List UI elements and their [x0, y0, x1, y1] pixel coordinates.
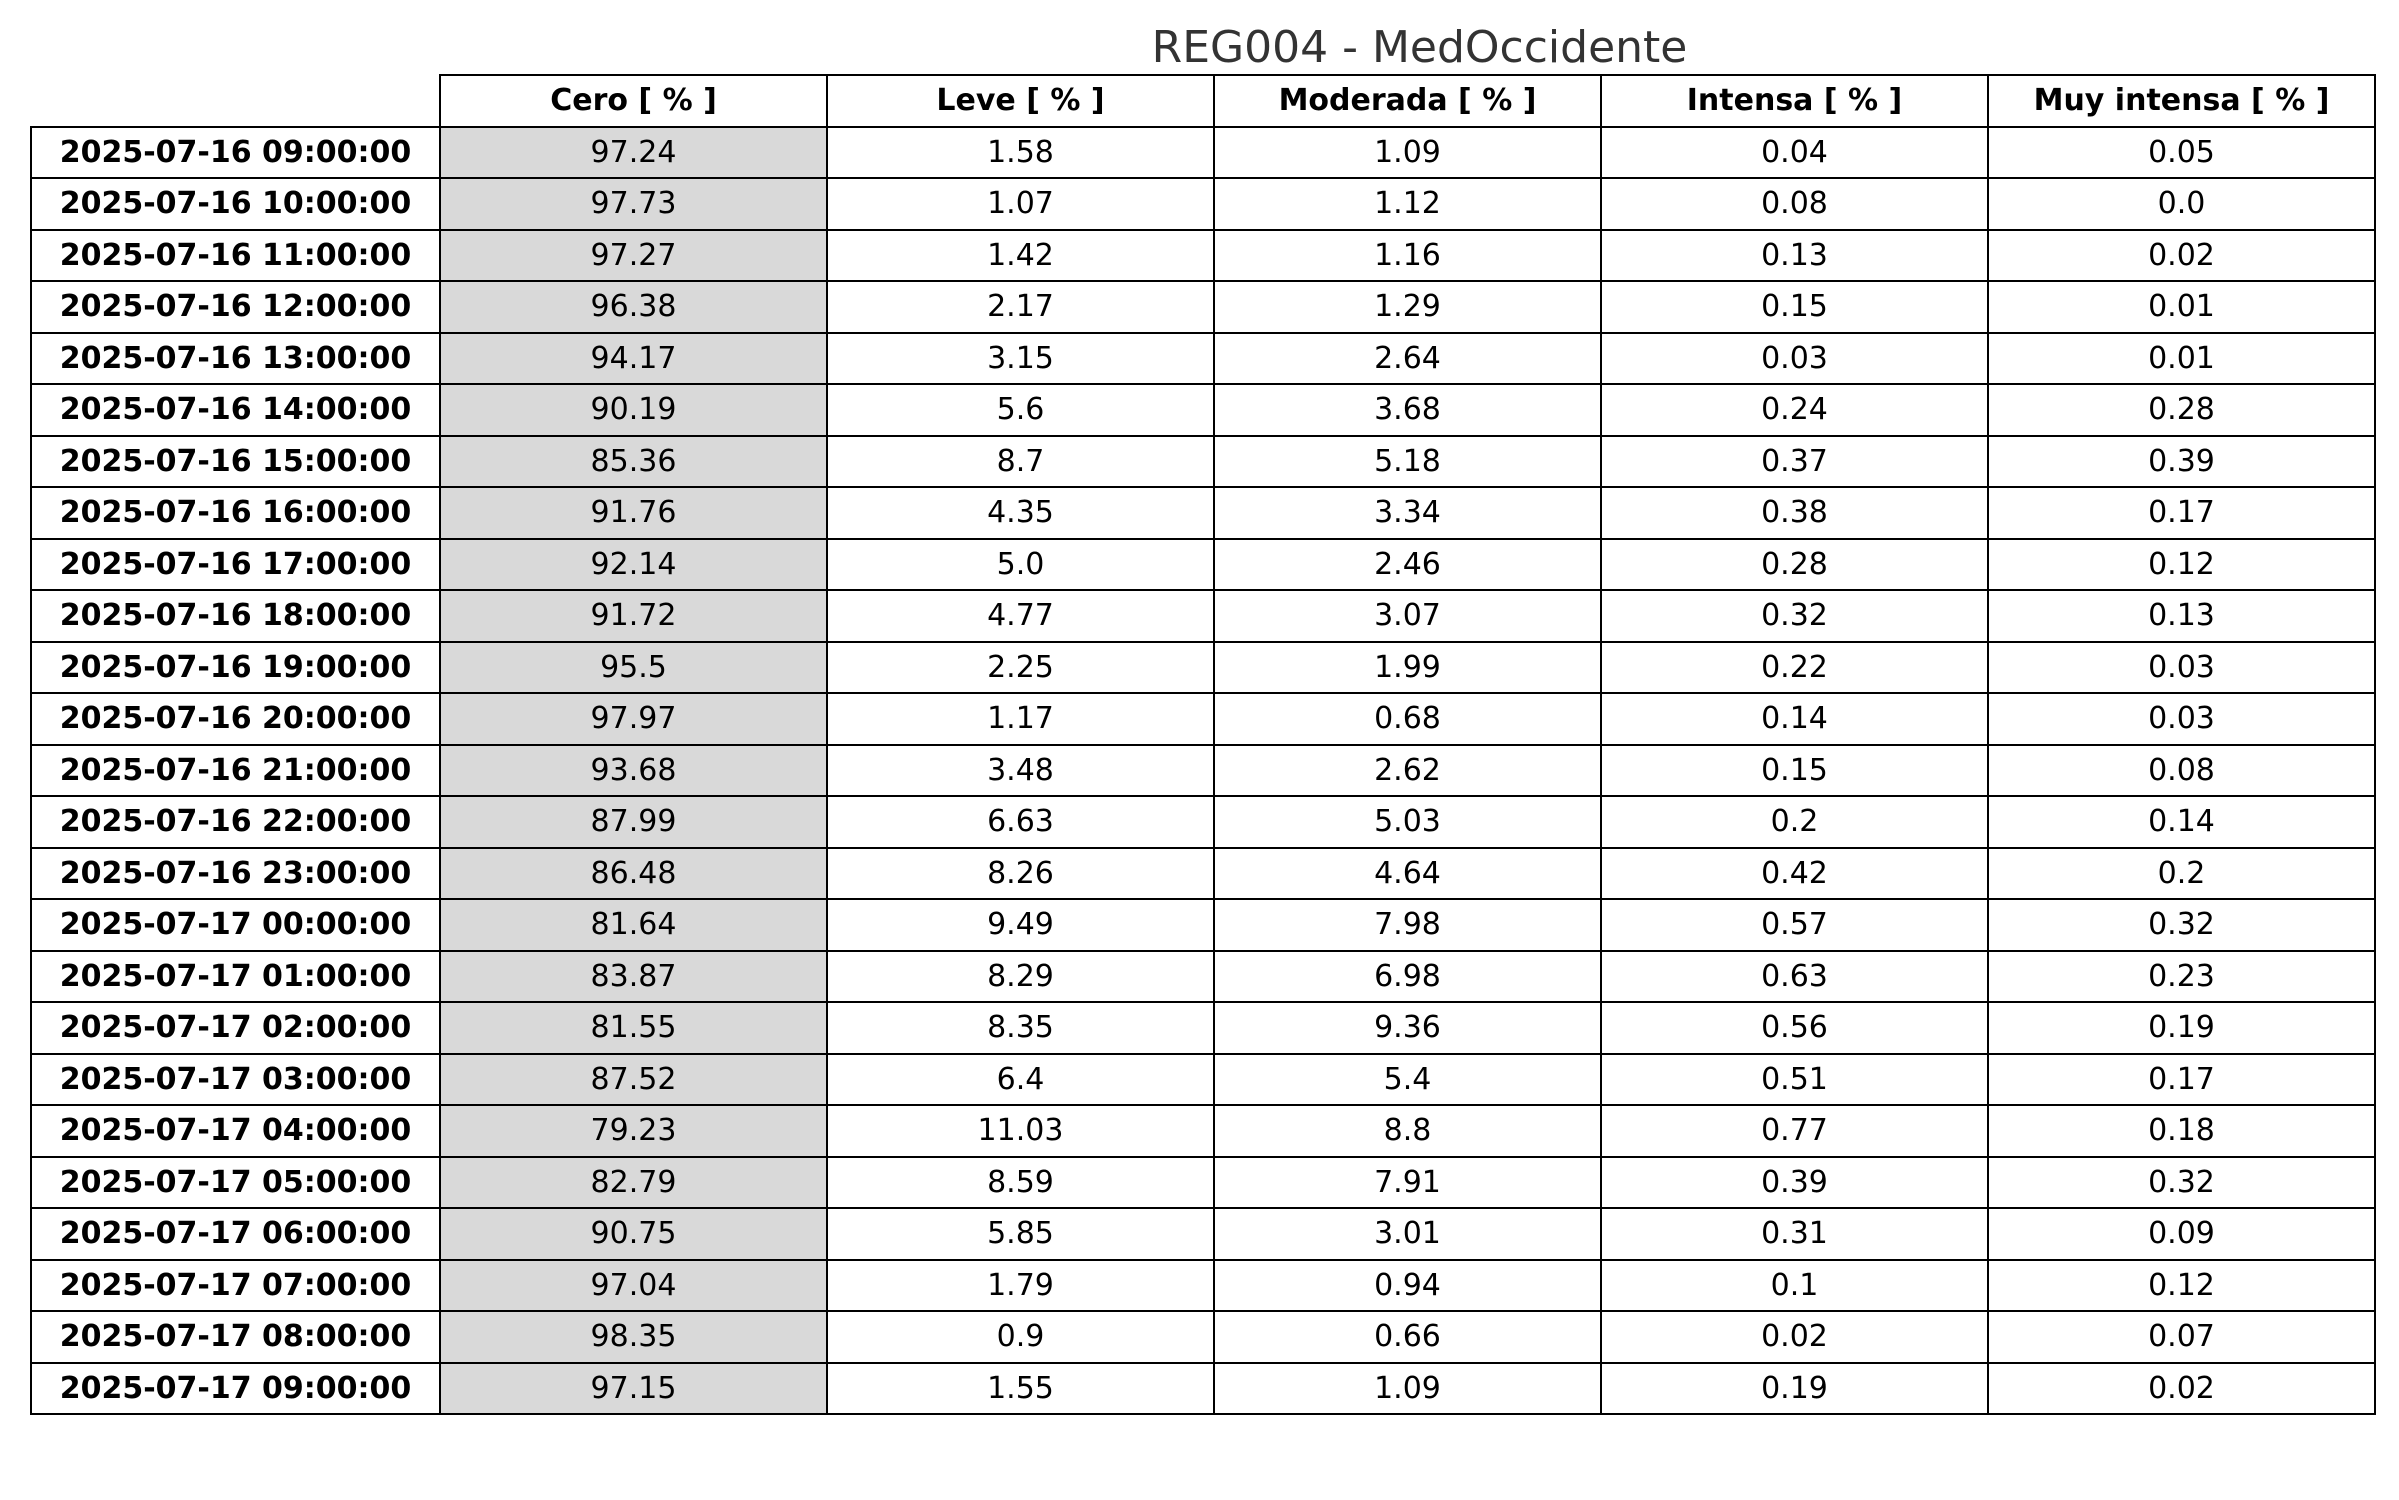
table-cell: 0.94 [1214, 1260, 1601, 1312]
table-cell: 97.73 [440, 178, 827, 230]
table-cell: 0.23 [1988, 951, 2375, 1003]
table-cell: 8.26 [827, 848, 1214, 900]
table-cell: 1.16 [1214, 230, 1601, 282]
table-row [31, 333, 2375, 385]
row-timestamp: 2025-07-16 10:00:00 [31, 178, 440, 230]
table-row [31, 281, 2375, 333]
table-cell: 97.15 [440, 1363, 827, 1415]
table-cell: 96.38 [440, 281, 827, 333]
table-cell: 95.5 [440, 642, 827, 694]
table-row [31, 1105, 2375, 1157]
table-row [31, 436, 2375, 488]
table-cell: 0.01 [1988, 281, 2375, 333]
table-cell: 1.07 [827, 178, 1214, 230]
table-cell: 3.01 [1214, 1208, 1601, 1260]
table-row [31, 1363, 2375, 1415]
table-cell: 2.17 [827, 281, 1214, 333]
table-cell: 0.37 [1601, 436, 1988, 488]
data-table [30, 74, 2376, 1415]
table-cell: 2.64 [1214, 333, 1601, 385]
table-cell: 5.0 [827, 539, 1214, 591]
table-row [31, 539, 2375, 591]
table-cell: 82.79 [440, 1157, 827, 1209]
table-cell: 5.18 [1214, 436, 1601, 488]
table-cell: 0.14 [1601, 693, 1988, 745]
row-timestamp: 2025-07-17 07:00:00 [31, 1260, 440, 1312]
table-cell: 6.63 [827, 796, 1214, 848]
table-cell: 1.09 [1214, 1363, 1601, 1415]
table-row [31, 642, 2375, 694]
row-timestamp: 2025-07-16 13:00:00 [31, 333, 440, 385]
table-cell: 0.08 [1601, 178, 1988, 230]
table-cell: 0.12 [1988, 1260, 2375, 1312]
table-cell: 91.72 [440, 590, 827, 642]
table-cell: 8.29 [827, 951, 1214, 1003]
table-cell: 0.15 [1601, 281, 1988, 333]
table-cell: 0.28 [1601, 539, 1988, 591]
table-cell: 0.13 [1601, 230, 1988, 282]
table-cell: 4.35 [827, 487, 1214, 539]
row-timestamp: 2025-07-16 20:00:00 [31, 693, 440, 745]
table-row [31, 1157, 2375, 1209]
table-cell: 11.03 [827, 1105, 1214, 1157]
table-cell: 1.17 [827, 693, 1214, 745]
table-cell: 2.62 [1214, 745, 1601, 797]
table-cell: 3.07 [1214, 590, 1601, 642]
table-cell: 0.57 [1601, 899, 1988, 951]
table-cell: 90.19 [440, 384, 827, 436]
row-timestamp: 2025-07-16 16:00:00 [31, 487, 440, 539]
table-cell: 90.75 [440, 1208, 827, 1260]
table-cell: 0.03 [1601, 333, 1988, 385]
table-cell: 0.07 [1988, 1311, 2375, 1363]
table-cell: 85.36 [440, 436, 827, 488]
row-timestamp: 2025-07-17 09:00:00 [31, 1363, 440, 1415]
row-timestamp: 2025-07-16 21:00:00 [31, 745, 440, 797]
table-cell: 0.15 [1601, 745, 1988, 797]
table-row [31, 951, 2375, 1003]
table-cell: 98.35 [440, 1311, 827, 1363]
table-cell: 91.76 [440, 487, 827, 539]
table-cell: 0.42 [1601, 848, 1988, 900]
row-timestamp: 2025-07-17 03:00:00 [31, 1054, 440, 1106]
table-cell: 0.68 [1214, 693, 1601, 745]
table-cell: 1.12 [1214, 178, 1601, 230]
table-row [31, 693, 2375, 745]
table-cell: 2.46 [1214, 539, 1601, 591]
row-timestamp: 2025-07-16 23:00:00 [31, 848, 440, 900]
row-timestamp: 2025-07-17 04:00:00 [31, 1105, 440, 1157]
table-cell: 0.09 [1988, 1208, 2375, 1260]
chart-title: REG004 - MedOccidente [1151, 22, 1688, 73]
table-cell: 0.2 [1601, 796, 1988, 848]
table-cell: 1.99 [1214, 642, 1601, 694]
table-cell: 0.32 [1988, 1157, 2375, 1209]
row-timestamp: 2025-07-16 09:00:00 [31, 127, 440, 179]
table-cell: 92.14 [440, 539, 827, 591]
table-cell: 0.22 [1601, 642, 1988, 694]
table-cell: 0.12 [1988, 539, 2375, 591]
table-row [31, 384, 2375, 436]
table-cell: 5.6 [827, 384, 1214, 436]
table-cell: 87.99 [440, 796, 827, 848]
column-header: Cero [ % ] [440, 75, 827, 127]
table-cell: 0.19 [1988, 1002, 2375, 1054]
table-cell: 87.52 [440, 1054, 827, 1106]
table-cell: 81.64 [440, 899, 827, 951]
table-cell: 0.56 [1601, 1002, 1988, 1054]
table-cell: 1.09 [1214, 127, 1601, 179]
table-cell: 0.02 [1601, 1311, 1988, 1363]
table-cell: 0.02 [1988, 1363, 2375, 1415]
table-cell: 3.48 [827, 745, 1214, 797]
table-row [31, 1208, 2375, 1260]
table-cell: 6.4 [827, 1054, 1214, 1106]
row-timestamp: 2025-07-16 22:00:00 [31, 796, 440, 848]
table-row [31, 590, 2375, 642]
row-timestamp: 2025-07-16 12:00:00 [31, 281, 440, 333]
table-cell: 0.17 [1988, 1054, 2375, 1106]
table-cell: 0.04 [1601, 127, 1988, 179]
table-cell: 97.04 [440, 1260, 827, 1312]
table-cell: 8.8 [1214, 1105, 1601, 1157]
table-cell: 0.63 [1601, 951, 1988, 1003]
table-cell: 4.64 [1214, 848, 1601, 900]
table-cell: 0.08 [1988, 745, 2375, 797]
table-body [31, 127, 2375, 1415]
table-row [31, 1002, 2375, 1054]
table-cell: 7.91 [1214, 1157, 1601, 1209]
table-row [31, 230, 2375, 282]
table-cell: 0.05 [1988, 127, 2375, 179]
table-cell: 3.34 [1214, 487, 1601, 539]
table-cell: 0.13 [1988, 590, 2375, 642]
row-timestamp: 2025-07-17 01:00:00 [31, 951, 440, 1003]
table-cell: 8.59 [827, 1157, 1214, 1209]
table-row [31, 745, 2375, 797]
table-cell: 0.39 [1601, 1157, 1988, 1209]
table-cell: 0.17 [1988, 487, 2375, 539]
column-header: Moderada [ % ] [1214, 75, 1601, 127]
table-cell: 0.24 [1601, 384, 1988, 436]
table-cell: 3.68 [1214, 384, 1601, 436]
table-cell: 5.85 [827, 1208, 1214, 1260]
table-cell: 5.03 [1214, 796, 1601, 848]
header-row [31, 75, 2375, 127]
table-cell: 6.98 [1214, 951, 1601, 1003]
table-row [31, 1054, 2375, 1106]
table-cell: 1.29 [1214, 281, 1601, 333]
table-cell: 0.03 [1988, 693, 2375, 745]
table-cell: 9.49 [827, 899, 1214, 951]
table-cell: 5.4 [1214, 1054, 1601, 1106]
table-cell: 4.77 [827, 590, 1214, 642]
table-cell: 81.55 [440, 1002, 827, 1054]
table-row [31, 487, 2375, 539]
row-timestamp: 2025-07-17 00:00:00 [31, 899, 440, 951]
table-cell: 83.87 [440, 951, 827, 1003]
table-cell: 0.32 [1601, 590, 1988, 642]
table-cell: 8.35 [827, 1002, 1214, 1054]
table-cell: 0.14 [1988, 796, 2375, 848]
row-timestamp: 2025-07-16 11:00:00 [31, 230, 440, 282]
table-cell: 1.79 [827, 1260, 1214, 1312]
table-row [31, 1260, 2375, 1312]
row-timestamp: 2025-07-16 15:00:00 [31, 436, 440, 488]
table-cell: 97.24 [440, 127, 827, 179]
table-cell: 7.98 [1214, 899, 1601, 951]
table-cell: 0.39 [1988, 436, 2375, 488]
table-row [31, 127, 2375, 179]
column-header: Intensa [ % ] [1601, 75, 1988, 127]
table-row [31, 796, 2375, 848]
row-timestamp: 2025-07-17 06:00:00 [31, 1208, 440, 1260]
table-cell: 0.2 [1988, 848, 2375, 900]
row-timestamp: 2025-07-17 08:00:00 [31, 1311, 440, 1363]
table-cell: 0.31 [1601, 1208, 1988, 1260]
table-cell: 79.23 [440, 1105, 827, 1157]
table-cell: 9.36 [1214, 1002, 1601, 1054]
table-row [31, 848, 2375, 900]
row-timestamp: 2025-07-16 14:00:00 [31, 384, 440, 436]
row-timestamp: 2025-07-16 19:00:00 [31, 642, 440, 694]
table-cell: 86.48 [440, 848, 827, 900]
table-cell: 0.77 [1601, 1105, 1988, 1157]
table-cell: 8.7 [827, 436, 1214, 488]
table-cell: 1.42 [827, 230, 1214, 282]
row-timestamp: 2025-07-17 02:00:00 [31, 1002, 440, 1054]
table-cell: 0.28 [1988, 384, 2375, 436]
table-row [31, 178, 2375, 230]
table-cell: 94.17 [440, 333, 827, 385]
table-cell: 0.1 [1601, 1260, 1988, 1312]
row-timestamp: 2025-07-17 05:00:00 [31, 1157, 440, 1209]
table-cell: 1.55 [827, 1363, 1214, 1415]
table-row [31, 1311, 2375, 1363]
row-timestamp: 2025-07-16 18:00:00 [31, 590, 440, 642]
table-cell: 0.02 [1988, 230, 2375, 282]
table-cell: 0.18 [1988, 1105, 2375, 1157]
table-cell: 97.27 [440, 230, 827, 282]
table-cell: 2.25 [827, 642, 1214, 694]
table-cell: 0.9 [827, 1311, 1214, 1363]
table-cell: 93.68 [440, 745, 827, 797]
corner-cell [31, 75, 440, 127]
table-cell: 0.19 [1601, 1363, 1988, 1415]
table-cell: 0.01 [1988, 333, 2375, 385]
table-cell: 97.97 [440, 693, 827, 745]
table-cell: 0.38 [1601, 487, 1988, 539]
column-header: Leve [ % ] [827, 75, 1214, 127]
table-cell: 0.51 [1601, 1054, 1988, 1106]
table-cell: 0.66 [1214, 1311, 1601, 1363]
column-header: Muy intensa [ % ] [1988, 75, 2375, 127]
table-cell: 0.32 [1988, 899, 2375, 951]
table-cell: 3.15 [827, 333, 1214, 385]
row-timestamp: 2025-07-16 17:00:00 [31, 539, 440, 591]
table-cell: 0.03 [1988, 642, 2375, 694]
table-row [31, 899, 2375, 951]
table-cell: 0.0 [1988, 178, 2375, 230]
table-cell: 1.58 [827, 127, 1214, 179]
